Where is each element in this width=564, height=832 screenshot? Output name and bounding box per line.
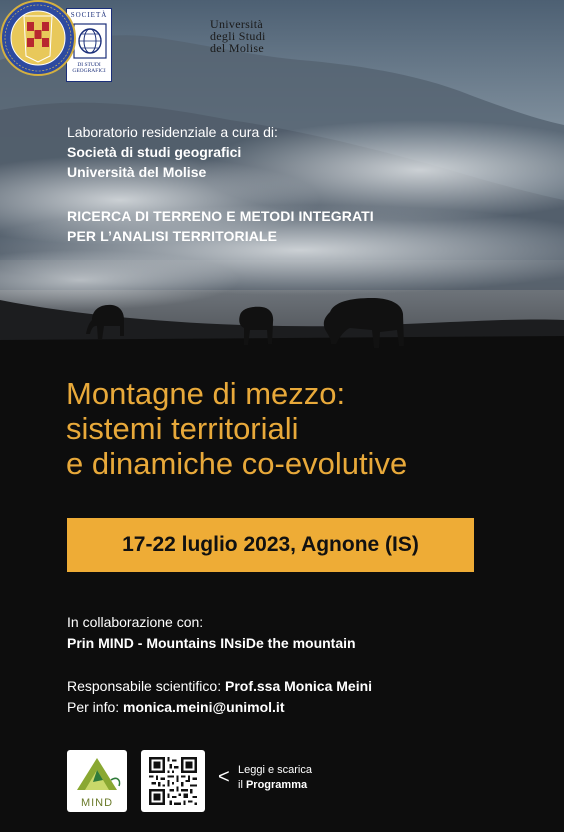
main-title-line-1: Montagne di mezzo: xyxy=(66,376,346,411)
download-line-2 xyxy=(238,778,312,793)
ssg-logo-line-1: DI STUDI xyxy=(77,62,101,68)
collaboration-partner: Prin MIND - Mountains INsiDe the mountain xyxy=(67,635,356,651)
scientific-lead-label: Responsabile scientifico: xyxy=(67,678,222,694)
globe-icon xyxy=(73,23,107,59)
contacts-block xyxy=(67,676,372,718)
download-line-1: Leggi e scarica xyxy=(238,764,312,776)
university-name-line-1: Università xyxy=(210,17,263,31)
lab-title xyxy=(67,206,374,246)
main-title-line-2: sistemi territoriali xyxy=(66,411,299,446)
university-name-line-2: degli Studi xyxy=(210,29,266,43)
organizer-2: Università del Molise xyxy=(67,164,207,180)
collaboration-block xyxy=(67,612,356,654)
main-title xyxy=(66,376,407,481)
mind-logo xyxy=(67,750,127,812)
scientific-lead-name: Prof.ssa Monica Meini xyxy=(224,678,373,694)
download-program-text[interactable] xyxy=(238,763,312,793)
hero-photo xyxy=(0,0,564,352)
ssg-logo-top-text: SOCIETÀ xyxy=(70,11,108,19)
mind-logo-text: MIND xyxy=(80,797,114,809)
download-program-link[interactable]: Programma xyxy=(245,779,308,791)
info-label: Per info: xyxy=(67,699,120,715)
ssg-logo-line-2: GEOGRAFICI xyxy=(72,68,106,74)
info-row xyxy=(67,697,372,718)
collaboration-label: In collaborazione con: xyxy=(67,614,204,630)
intro-lead: Laboratorio residenziale a cura di: xyxy=(67,124,278,140)
info-email-link[interactable]: monica.meini@unimol.it xyxy=(123,699,285,715)
chevron-left-icon: < xyxy=(218,766,230,788)
date-location-text: 17-22 luglio 2023, Agnone (IS) xyxy=(122,533,419,556)
main-title-line-3: e dinamiche co-evolutive xyxy=(66,446,408,481)
download-prefix: il xyxy=(238,779,243,791)
mind-mountain-icon xyxy=(67,750,127,798)
intro-block xyxy=(67,122,278,182)
program-qr-code[interactable] xyxy=(141,750,205,812)
organizer-1: Società di studi geografici xyxy=(67,144,242,160)
date-location-banner xyxy=(67,518,474,572)
qr-code-icon xyxy=(149,757,197,805)
scientific-lead-row xyxy=(67,676,372,697)
lab-title-line-1: RICERCA DI TERRENO E METODI INTEGRATI xyxy=(67,208,374,224)
university-name-line-3: del Molise xyxy=(210,41,264,55)
university-name xyxy=(210,18,266,54)
lab-title-line-2: PER L’ANALISI TERRITORIALE xyxy=(67,228,278,244)
university-seal-icon xyxy=(0,0,76,76)
